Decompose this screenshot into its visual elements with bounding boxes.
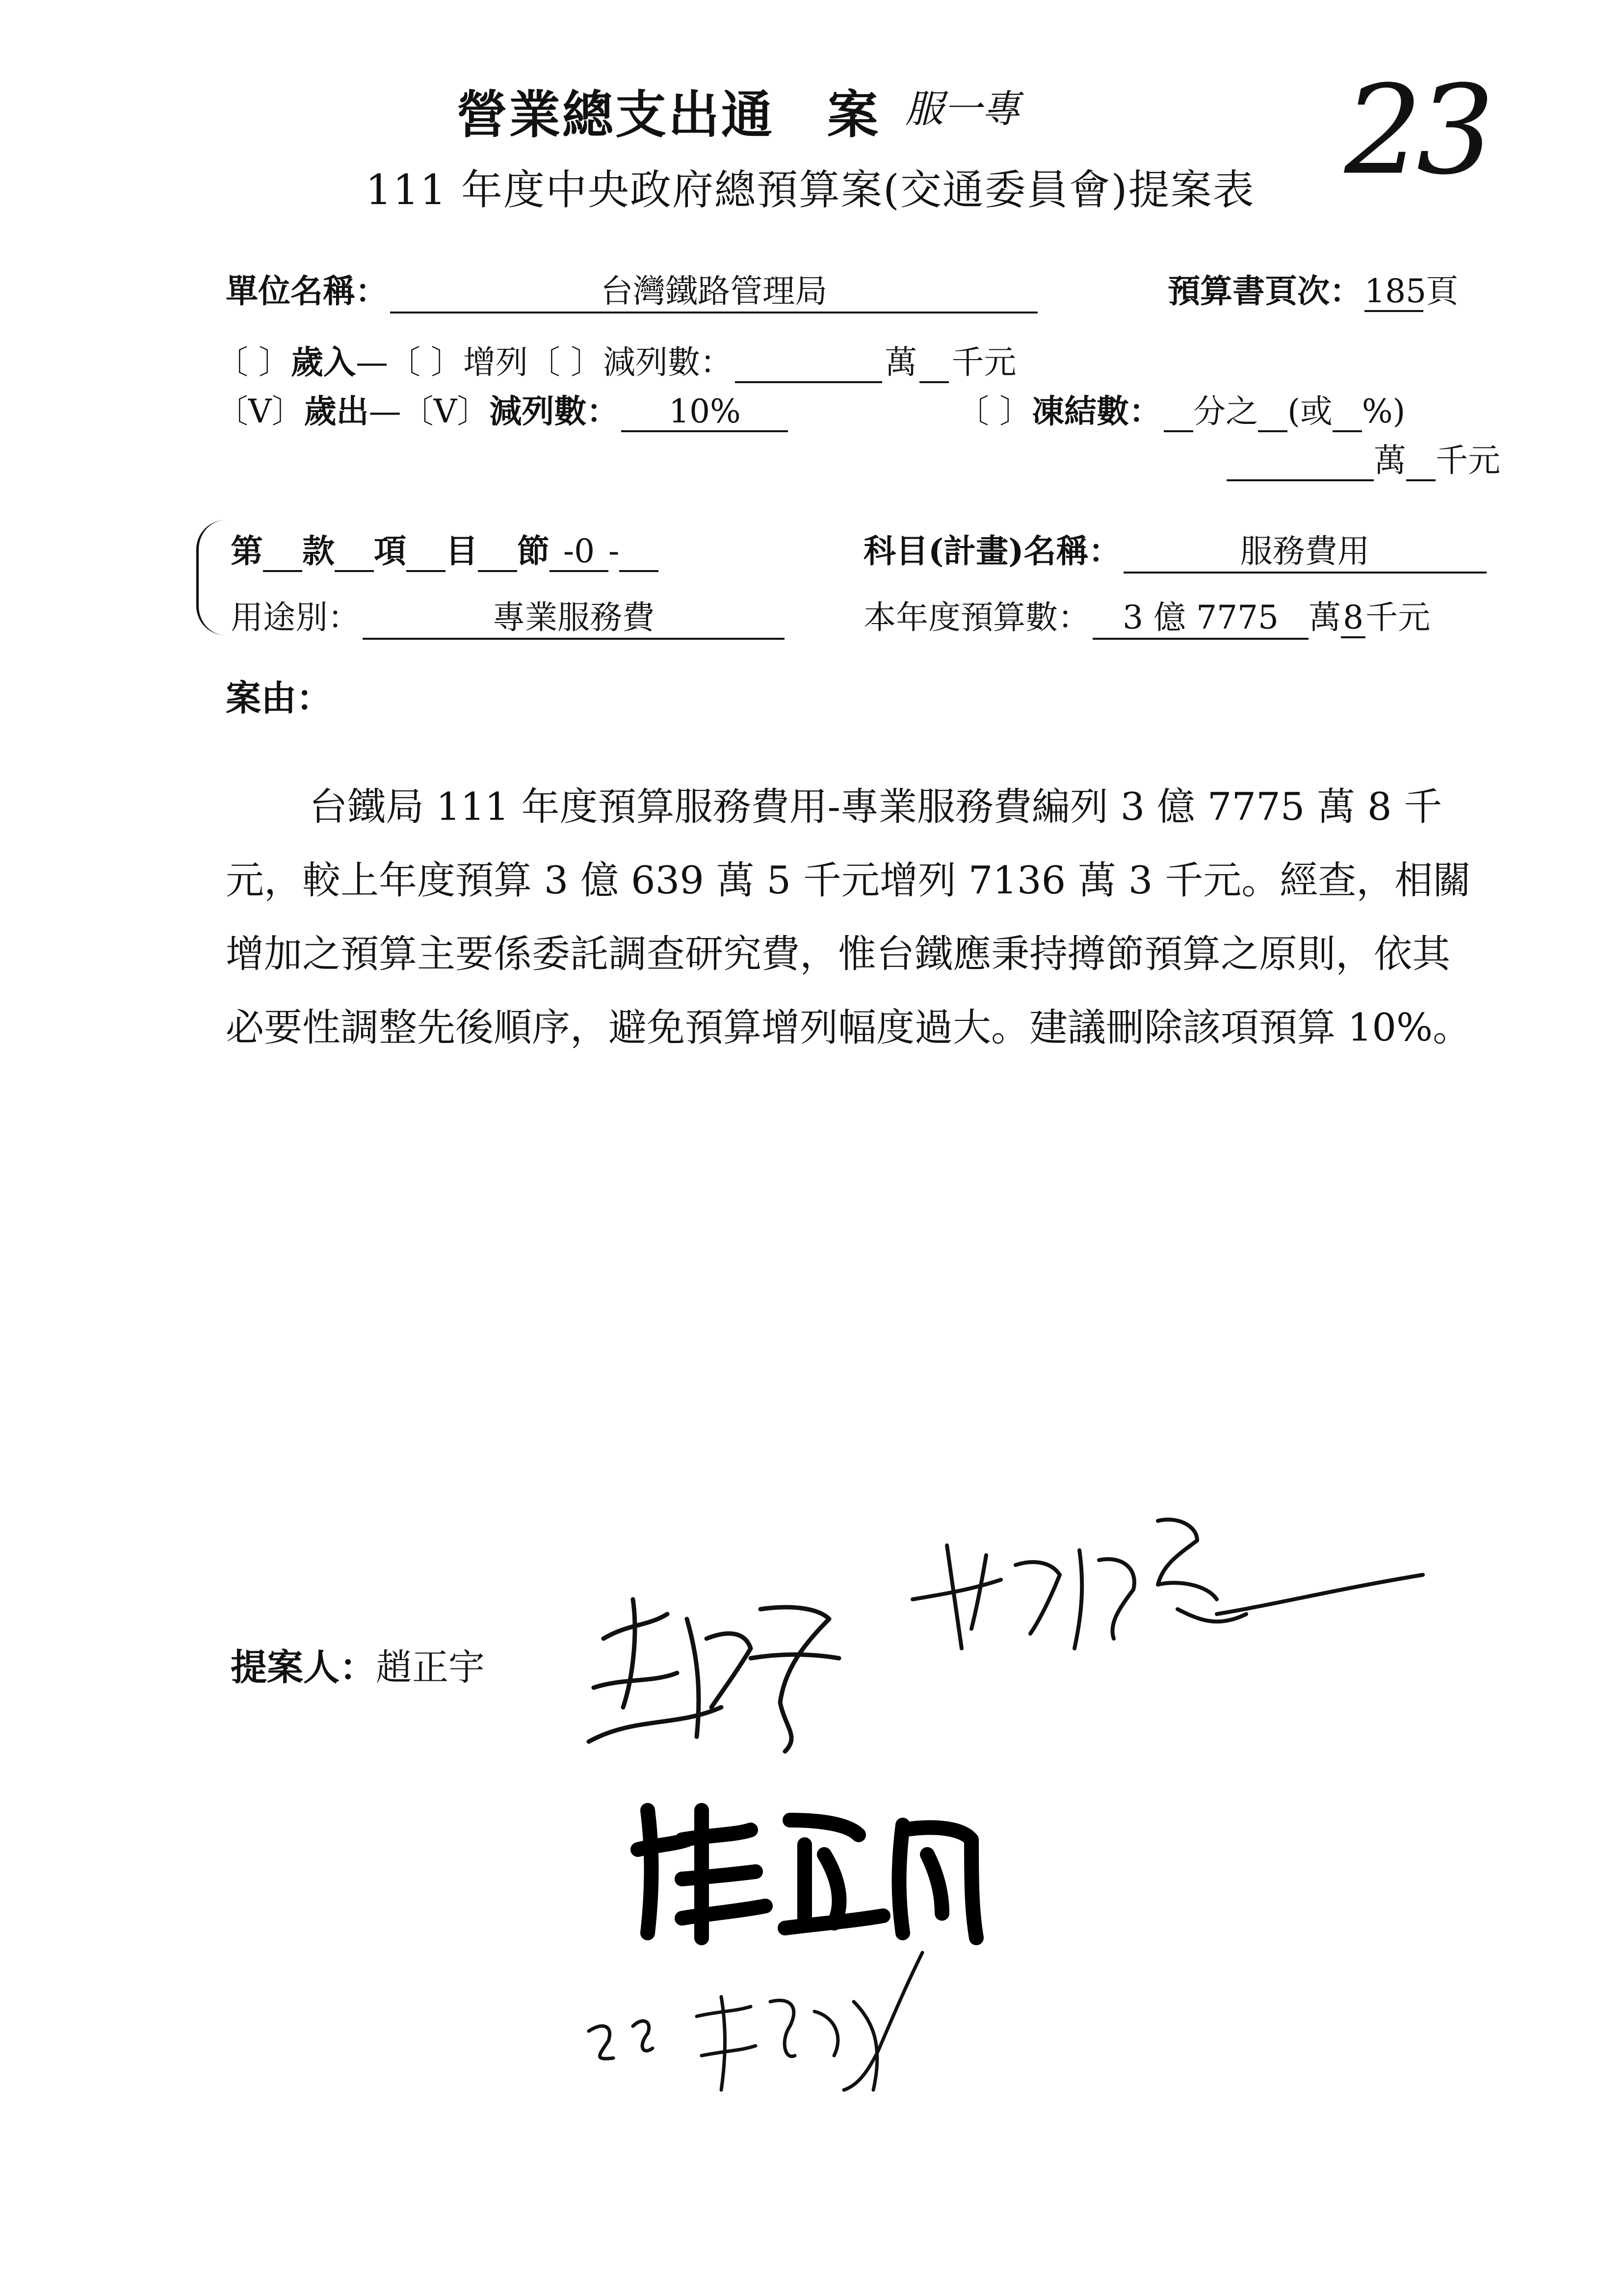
usage-row — [231, 591, 785, 640]
freeze-checkbox: 〔 〕 — [957, 392, 1032, 430]
reason-text: 台鐵局 111 年度預算服務費用-專業服務費編列 3 億 7775 萬 8 千元，較上年度預算 3 億 639 萬 5 千元增列 7136 萬 3 千元。經查，相關增加之預算主要係委託調查研究費，惟台鐵應秉持撙節預算之原則，依其必要性調整先後順序，避免預算增列幅度過大。建議刪除該項預算 10%。 — [226, 785, 1471, 1050]
subject-value: 服務費用 — [1124, 525, 1487, 574]
increase-label: 增列 — [463, 343, 528, 381]
expend-decrease-label: 減列數： — [489, 392, 619, 430]
proposer-row — [231, 1639, 485, 1691]
expenditure-row — [216, 385, 788, 432]
classification-row — [231, 525, 658, 572]
budget-page-suffix: 頁 — [1426, 272, 1459, 310]
freeze-row — [957, 385, 1405, 432]
freeze-thousand-blank — [1406, 442, 1436, 481]
unit-value: 台灣鐵路管理局 — [390, 265, 1038, 313]
kuan-blank — [263, 532, 302, 572]
annual-qian-unit: 千元 — [1365, 599, 1431, 636]
signature-4-image — [579, 1943, 952, 2100]
decrease-checkbox: 〔 〕 — [527, 343, 603, 381]
expend-label: 歲出 — [304, 392, 369, 430]
annual-budget-row — [864, 591, 1430, 640]
mu-blank — [406, 532, 445, 572]
section-brace — [196, 520, 228, 635]
budget-page-value: 185 — [1364, 272, 1423, 312]
jie-value: -0 — [550, 532, 608, 572]
xiang-blank — [335, 532, 374, 572]
jie-dash: - — [608, 532, 620, 570]
freeze-label: 凍結數： — [1031, 392, 1161, 430]
revenue-amount-blank — [735, 343, 882, 383]
annual-budget-value: 3 億 7775 — [1093, 591, 1309, 640]
jie-blank-2 — [619, 532, 658, 572]
freeze-fraction-text: 分之 — [1193, 392, 1258, 430]
increase-checkbox: 〔 〕 — [388, 343, 463, 381]
decrease-label: 減列數： — [602, 343, 733, 381]
jie-unit: 節 — [517, 532, 550, 570]
annual-wan-unit: 萬 — [1309, 599, 1341, 636]
revenue-dash: — — [355, 343, 388, 381]
expend-checkbox: 〔V〕 — [216, 392, 304, 430]
signature-3-image — [628, 1781, 1021, 1948]
freeze-or-text: (或 — [1287, 392, 1333, 430]
freeze-wan-blank — [1227, 442, 1374, 481]
reason-label: 案由： — [226, 677, 332, 719]
expend-decrease-checkbox: 〔V〕 — [401, 392, 490, 430]
mu-unit: 目 — [445, 532, 478, 570]
jie-blank — [478, 532, 517, 572]
revenue-qian-unit: 千元 — [951, 343, 1017, 381]
xiang-unit: 項 — [374, 532, 406, 570]
expend-dash: — — [368, 392, 401, 430]
handwritten-title-note: 服一專 — [905, 87, 1021, 131]
freeze-numerator-blank — [1164, 392, 1193, 432]
subject-row — [864, 525, 1487, 574]
kuan-unit: 款 — [302, 532, 335, 570]
freeze-percent-text: %) — [1362, 392, 1406, 430]
signature-1-image — [574, 1580, 849, 1766]
proposer-label: 提案人： — [231, 1646, 376, 1689]
handwritten-page-number: 23 — [1344, 59, 1489, 202]
form-subtitle: 111 年度中央政府總預算案(交通委員會)提案表 — [366, 166, 1255, 214]
revenue-row — [216, 336, 1016, 383]
freeze-wan-unit: 萬 — [1374, 442, 1406, 479]
unit-label: 單位名稱： — [226, 272, 388, 310]
signature-2-image — [903, 1501, 1433, 1663]
budget-page-row — [1168, 265, 1458, 312]
annual-thousand-value: 8 — [1341, 599, 1365, 638]
revenue-checkbox: 〔 〕 — [216, 343, 291, 381]
revenue-wan-unit: 萬 — [885, 343, 917, 381]
annual-budget-label: 本年度預算數： — [864, 599, 1090, 636]
freeze-qian-unit: 千元 — [1436, 442, 1500, 479]
reason-body — [226, 770, 1472, 1065]
usage-label: 用途別： — [231, 599, 360, 636]
freeze-amount-row — [1227, 434, 1500, 481]
freeze-denominator-blank — [1258, 392, 1287, 432]
proposer-name: 趙正宇 — [376, 1646, 485, 1689]
kuan-label: 第 — [231, 532, 263, 570]
expend-decrease-value: 10% — [621, 392, 788, 432]
usage-value: 專業服務費 — [363, 591, 785, 640]
subject-label: 科目(計畫)名稱： — [864, 532, 1121, 570]
freeze-percent-blank — [1333, 392, 1362, 432]
revenue-thousand-blank — [919, 343, 949, 383]
unit-row — [226, 265, 1038, 313]
form-title: 營業總支出通 案 — [456, 84, 881, 145]
budget-page-label: 預算書頁次： — [1168, 272, 1362, 310]
revenue-label: 歲入 — [290, 343, 356, 381]
